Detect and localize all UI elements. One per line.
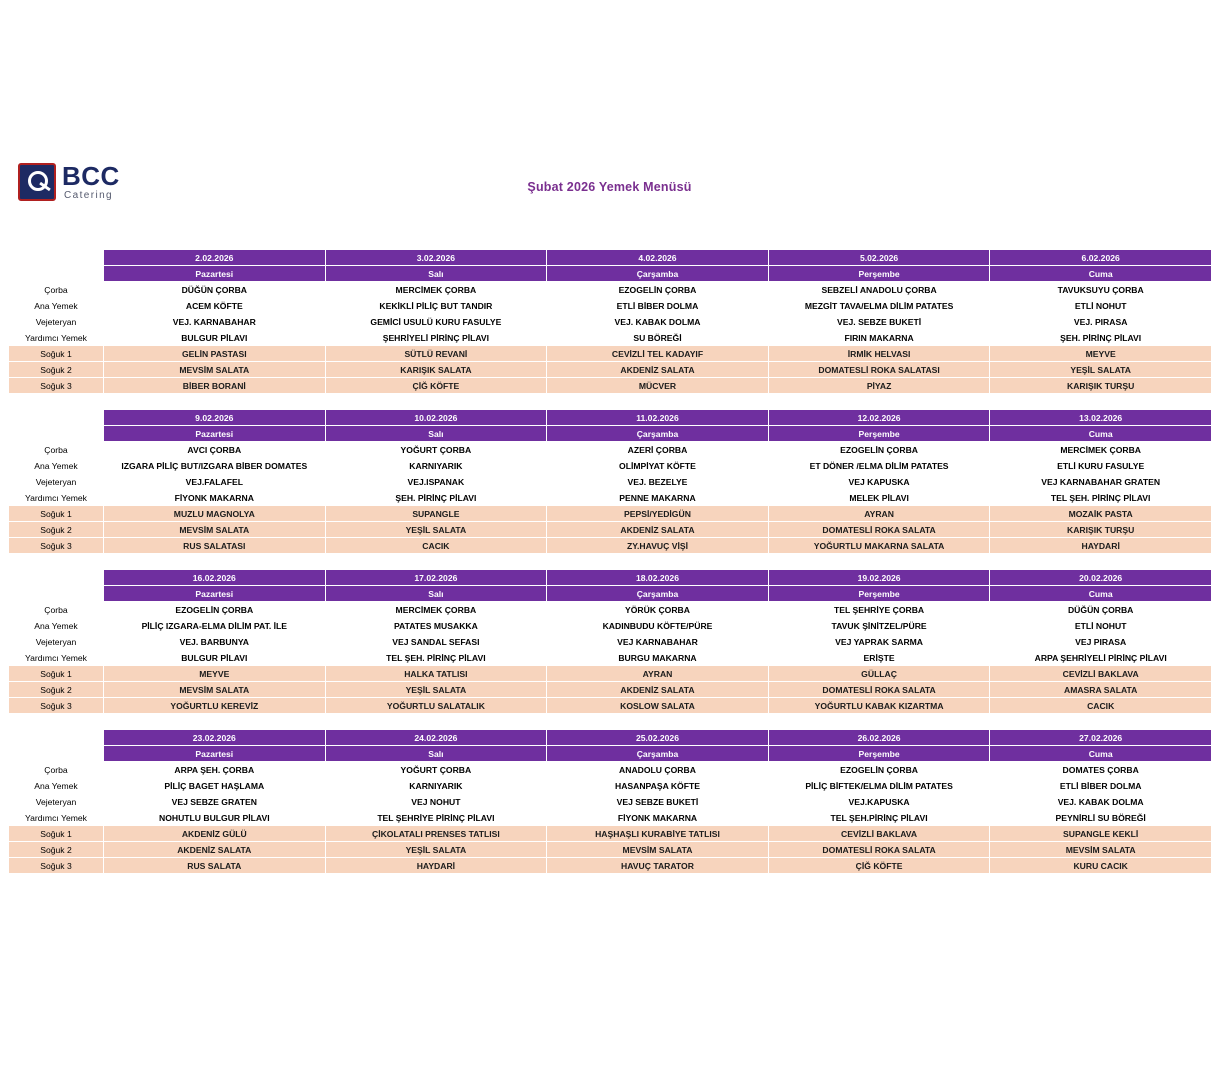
week-dayname-row: [9, 586, 1212, 602]
menu-cell-soguk3-1: YOĞURTLU KEREVİZ: [104, 698, 326, 714]
menu-cell-soguk3-5: KARIŞIK TURŞU: [990, 378, 1212, 394]
row-label-yardimci_yemek: Yardımcı Yemek: [9, 810, 104, 826]
menu-cell-yardimci_yemek-1: BULGUR PİLAVI: [104, 330, 326, 346]
dayname-header-1: Pazartesi: [104, 586, 326, 602]
menu-cell-corba-4: TEL ŞEHRİYE ÇORBA: [768, 602, 990, 618]
menu-cell-soguk2-4: DOMATESLİ ROKA SALATA: [768, 682, 990, 698]
menu-cell-soguk2-1: AKDENİZ SALATA: [104, 842, 326, 858]
dayname-row-corner: [9, 426, 104, 442]
row-label-soguk1: Soğuk 1: [9, 506, 104, 522]
menu-cell-yardimci_yemek-2: ŞEHRİYELİ PİRİNÇ PİLAVI: [325, 330, 547, 346]
menu-cell-soguk1-3: PEPSİ/YEDİGÜN: [547, 506, 769, 522]
menu-row-corba: [9, 762, 1212, 778]
dayname-header-4: Perşembe: [768, 266, 990, 282]
menu-cell-yardimci_yemek-2: ŞEH. PİRİNÇ PİLAVI: [325, 490, 547, 506]
dayname-header-5: Cuma: [990, 586, 1212, 602]
date-header-2: 24.02.2026: [325, 730, 547, 746]
menu-cell-ana_yemek-2: KEKİKLİ PİLİÇ BUT TANDIR: [325, 298, 547, 314]
menu-cell-corba-5: TAVUKSUYU ÇORBA: [990, 282, 1212, 298]
date-header-4: 26.02.2026: [768, 730, 990, 746]
menu-cell-corba-1: AVCI ÇORBA: [104, 442, 326, 458]
date-header-5: 27.02.2026: [990, 730, 1212, 746]
menu-cell-vejeteryan-1: VEJ. KARNABAHAR: [104, 314, 326, 330]
menu-row-corba: [9, 442, 1212, 458]
menu-cell-soguk2-5: AMASRA SALATA: [990, 682, 1212, 698]
menu-cell-soguk3-3: MÜCVER: [547, 378, 769, 394]
week-block-spacer: [9, 234, 104, 250]
menu-cell-soguk2-3: AKDENİZ SALATA: [547, 682, 769, 698]
week-block-spacer-cell: [325, 714, 547, 730]
week-dayname-row: [9, 426, 1212, 442]
menu-row-corba: [9, 282, 1212, 298]
menu-cell-soguk1-3: AYRAN: [547, 666, 769, 682]
menu-cell-yardimci_yemek-3: BURGU MAKARNA: [547, 650, 769, 666]
dayname-header-2: Salı: [325, 746, 547, 762]
date-header-4: 5.02.2026: [768, 250, 990, 266]
menu-cell-ana_yemek-4: PİLİÇ BİFTEK/ELMA DİLİM PATATES: [768, 778, 990, 794]
row-label-soguk1: Soğuk 1: [9, 346, 104, 362]
menu-cell-soguk1-2: SÜTLÜ REVANİ: [325, 346, 547, 362]
menu-cell-yardimci_yemek-5: ARPA ŞEHRİYELİ PİRİNÇ PİLAVI: [990, 650, 1212, 666]
menu-cell-soguk1-4: AYRAN: [768, 506, 990, 522]
date-header-5: 6.02.2026: [990, 250, 1212, 266]
menu-cell-corba-1: EZOGELİN ÇORBA: [104, 602, 326, 618]
menu-row-yardimci_yemek: [9, 490, 1212, 506]
menu-cell-ana_yemek-5: ETLİ KURU FASULYE: [990, 458, 1212, 474]
menu-cell-yardimci_yemek-3: PENNE MAKARNA: [547, 490, 769, 506]
menu-row-ana_yemek: [9, 618, 1212, 634]
menu-cell-vejeteryan-4: VEJ. SEBZE BUKETİ: [768, 314, 990, 330]
menu-cell-yardimci_yemek-1: NOHUTLU BULGUR PİLAVI: [104, 810, 326, 826]
menu-cell-corba-2: MERCİMEK ÇORBA: [325, 602, 547, 618]
row-label-soguk3: Soğuk 3: [9, 698, 104, 714]
menu-cell-ana_yemek-2: PATATES MUSAKKA: [325, 618, 547, 634]
row-label-vejeteryan: Vejeteryan: [9, 474, 104, 490]
menu-cell-soguk3-3: ZY.HAVUÇ VİŞİ: [547, 538, 769, 554]
menu-cell-vejeteryan-5: VEJ KARNABAHAR GRATEN: [990, 474, 1212, 490]
menu-cell-soguk1-1: MEYVE: [104, 666, 326, 682]
week-block-spacer-cell: [104, 554, 326, 570]
menu-cell-corba-3: ANADOLU ÇORBA: [547, 762, 769, 778]
menu-cell-soguk3-2: HAYDARİ: [325, 858, 547, 874]
week-block-spacer-cell: [547, 554, 769, 570]
menu-row-soguk3: [9, 858, 1212, 874]
row-label-vejeteryan: Vejeteryan: [9, 314, 104, 330]
date-header-3: 25.02.2026: [547, 730, 769, 746]
row-label-yardimci_yemek: Yardımcı Yemek: [9, 330, 104, 346]
menu-cell-corba-1: DÜĞÜN ÇORBA: [104, 282, 326, 298]
week-block-spacer-cell: [104, 394, 326, 410]
date-header-1: 9.02.2026: [104, 410, 326, 426]
menu-row-corba: [9, 602, 1212, 618]
menu-cell-vejeteryan-1: VEJ SEBZE GRATEN: [104, 794, 326, 810]
brand-tagline: Catering: [64, 190, 113, 201]
week-block-spacer-cell: [990, 394, 1212, 410]
menu-cell-ana_yemek-1: IZGARA PİLİÇ BUT/IZGARA BİBER DOMATES: [104, 458, 326, 474]
menu-row-vejeteryan: [9, 314, 1212, 330]
menu-row-soguk1: [9, 506, 1212, 522]
dayname-header-4: Perşembe: [768, 746, 990, 762]
menu-cell-soguk3-2: ÇİĞ KÖFTE: [325, 378, 547, 394]
menu-cell-soguk2-1: MEVSİM SALATA: [104, 362, 326, 378]
date-header-1: 23.02.2026: [104, 730, 326, 746]
date-row-corner: [9, 250, 104, 266]
menu-cell-soguk2-3: MEVSİM SALATA: [547, 842, 769, 858]
row-label-corba: Çorba: [9, 762, 104, 778]
menu-cell-vejeteryan-4: VEJ YAPRAK SARMA: [768, 634, 990, 650]
menu-cell-ana_yemek-5: ETLİ NOHUT: [990, 618, 1212, 634]
menu-cell-vejeteryan-3: VEJ KARNABAHAR: [547, 634, 769, 650]
menu-cell-soguk1-5: SUPANGLE KEKLİ: [990, 826, 1212, 842]
week-block-spacer-cell: [325, 394, 547, 410]
menu-cell-soguk2-2: YEŞİL SALATA: [325, 842, 547, 858]
menu-cell-ana_yemek-1: PİLİÇ BAGET HAŞLAMA: [104, 778, 326, 794]
week-block-spacer-cell: [990, 234, 1212, 250]
menu-row-soguk1: [9, 826, 1212, 842]
row-label-soguk2: Soğuk 2: [9, 522, 104, 538]
row-label-ana_yemek: Ana Yemek: [9, 458, 104, 474]
menu-row-vejeteryan: [9, 474, 1212, 490]
menu-cell-soguk1-2: ÇİKOLATALI PRENSES TATLISI: [325, 826, 547, 842]
menu-cell-vejeteryan-2: GEMİCİ USULÜ KURU FASULYE: [325, 314, 547, 330]
week-dayname-row: [9, 266, 1212, 282]
dayname-header-1: Pazartesi: [104, 266, 326, 282]
dayname-header-4: Perşembe: [768, 586, 990, 602]
menu-cell-soguk3-4: ÇİĞ KÖFTE: [768, 858, 990, 874]
menu-cell-vejeteryan-2: VEJ NOHUT: [325, 794, 547, 810]
menu-cell-corba-3: EZOGELİN ÇORBA: [547, 282, 769, 298]
menu-cell-yardimci_yemek-3: SU BÖREĞİ: [547, 330, 769, 346]
menu-cell-soguk3-2: CACIK: [325, 538, 547, 554]
menu-cell-soguk1-1: MUZLU MAGNOLYA: [104, 506, 326, 522]
menu-row-soguk1: [9, 666, 1212, 682]
menu-cell-soguk3-4: PİYAZ: [768, 378, 990, 394]
menu-cell-soguk1-4: GÜLLAÇ: [768, 666, 990, 682]
dayname-header-4: Perşembe: [768, 426, 990, 442]
date-header-4: 12.02.2026: [768, 410, 990, 426]
row-label-soguk2: Soğuk 2: [9, 842, 104, 858]
row-label-corba: Çorba: [9, 442, 104, 458]
date-header-3: 4.02.2026: [547, 250, 769, 266]
menu-cell-vejeteryan-5: VEJ PIRASA: [990, 634, 1212, 650]
menu-row-yardimci_yemek: [9, 810, 1212, 826]
week-block-spacer-cell: [990, 714, 1212, 730]
menu-cell-yardimci_yemek-2: TEL ŞEHRİYE PİRİNÇ PİLAVI: [325, 810, 547, 826]
menu-cell-corba-5: DOMATES ÇORBA: [990, 762, 1212, 778]
menu-cell-ana_yemek-5: ETLİ BİBER DOLMA: [990, 778, 1212, 794]
menu-row-soguk3: [9, 538, 1212, 554]
dayname-header-5: Cuma: [990, 426, 1212, 442]
menu-cell-vejeteryan-5: VEJ. KABAK DOLMA: [990, 794, 1212, 810]
menu-cell-ana_yemek-4: TAVUK ŞİNİTZEL/PÜRE: [768, 618, 990, 634]
menu-row-ana_yemek: [9, 778, 1212, 794]
menu-row-soguk2: [9, 682, 1212, 698]
dayname-header-2: Salı: [325, 586, 547, 602]
dayname-header-1: Pazartesi: [104, 426, 326, 442]
row-label-corba: Çorba: [9, 602, 104, 618]
menu-row-ana_yemek: [9, 298, 1212, 314]
dayname-row-corner: [9, 266, 104, 282]
menu-cell-soguk1-5: MOZAİK PASTA: [990, 506, 1212, 522]
menu-cell-yardimci_yemek-3: FİYONK MAKARNA: [547, 810, 769, 826]
week-date-row: [9, 250, 1212, 266]
week-date-row: [9, 730, 1212, 746]
menu-cell-soguk2-3: AKDENİZ SALATA: [547, 362, 769, 378]
brand-name: BCC: [62, 161, 120, 191]
dayname-header-5: Cuma: [990, 746, 1212, 762]
menu-cell-corba-3: AZERİ ÇORBA: [547, 442, 769, 458]
menu-row-vejeteryan: [9, 794, 1212, 810]
menu-cell-yardimci_yemek-4: FIRIN MAKARNA: [768, 330, 990, 346]
menu-cell-soguk2-5: KARIŞIK TURŞU: [990, 522, 1212, 538]
row-label-soguk1: Soğuk 1: [9, 826, 104, 842]
menu-cell-yardimci_yemek-1: BULGUR PİLAVI: [104, 650, 326, 666]
menu-cell-soguk2-4: DOMATESLİ ROKA SALATASI: [768, 362, 990, 378]
menu-cell-soguk3-1: BİBER BORANİ: [104, 378, 326, 394]
menu-cell-vejeteryan-5: VEJ. PIRASA: [990, 314, 1212, 330]
week-block-spacer-cell: [547, 394, 769, 410]
week-block-spacer-cell: [768, 394, 990, 410]
menu-cell-vejeteryan-3: VEJ SEBZE BUKETİ: [547, 794, 769, 810]
menu-cell-ana_yemek-4: MEZGİT TAVA/ELMA DİLİM PATATES: [768, 298, 990, 314]
row-label-yardimci_yemek: Yardımcı Yemek: [9, 650, 104, 666]
menu-cell-ana_yemek-3: HASANPAŞA KÖFTE: [547, 778, 769, 794]
week-block-spacer-cell: [325, 234, 547, 250]
date-header-2: 3.02.2026: [325, 250, 547, 266]
dayname-header-3: Çarşamba: [547, 426, 769, 442]
dayname-header-3: Çarşamba: [547, 746, 769, 762]
menu-cell-soguk3-4: YOĞURTLU MAKARNA SALATA: [768, 538, 990, 554]
menu-cell-vejeteryan-3: VEJ. KABAK DOLMA: [547, 314, 769, 330]
menu-cell-yardimci_yemek-1: FİYONK MAKARNA: [104, 490, 326, 506]
menu-cell-soguk3-5: KURU CACIK: [990, 858, 1212, 874]
row-label-ana_yemek: Ana Yemek: [9, 618, 104, 634]
menu-cell-soguk2-5: MEVSİM SALATA: [990, 842, 1212, 858]
row-label-vejeteryan: Vejeteryan: [9, 634, 104, 650]
row-label-corba: Çorba: [9, 282, 104, 298]
date-row-corner: [9, 730, 104, 746]
menu-cell-soguk1-1: GELİN PASTASI: [104, 346, 326, 362]
page-title: Şubat 2026 Yemek Menüsü: [527, 180, 692, 194]
menu-cell-soguk3-1: RUS SALATA: [104, 858, 326, 874]
menu-cell-soguk3-4: YOĞURTLU KABAK KIZARTMA: [768, 698, 990, 714]
menu-cell-ana_yemek-4: ET DÖNER /ELMA DİLİM PATATES: [768, 458, 990, 474]
menu-cell-soguk2-5: YEŞİL SALATA: [990, 362, 1212, 378]
menu-cell-corba-3: YÖRÜK ÇORBA: [547, 602, 769, 618]
menu-row-soguk3: [9, 378, 1212, 394]
menu-cell-vejeteryan-3: VEJ. BEZELYE: [547, 474, 769, 490]
menu-cell-corba-2: YOĞURT ÇORBA: [325, 442, 547, 458]
menu-cell-soguk1-2: SUPANGLE: [325, 506, 547, 522]
dayname-header-1: Pazartesi: [104, 746, 326, 762]
menu-cell-soguk1-2: HALKA TATLISI: [325, 666, 547, 682]
row-label-ana_yemek: Ana Yemek: [9, 778, 104, 794]
week-block-spacer-cell: [768, 554, 990, 570]
dayname-row-corner: [9, 586, 104, 602]
row-label-yardimci_yemek: Yardımcı Yemek: [9, 490, 104, 506]
menu-row-soguk2: [9, 522, 1212, 538]
row-label-soguk1: Soğuk 1: [9, 666, 104, 682]
menu-row-ana_yemek: [9, 458, 1212, 474]
menu-cell-soguk2-2: YEŞİL SALATA: [325, 682, 547, 698]
date-header-2: 10.02.2026: [325, 410, 547, 426]
menu-row-soguk2: [9, 362, 1212, 378]
menu-cell-ana_yemek-3: OLİMPİYAT KÖFTE: [547, 458, 769, 474]
menu-cell-ana_yemek-3: KADINBUDU KÖFTE/PÜRE: [547, 618, 769, 634]
row-label-soguk3: Soğuk 3: [9, 538, 104, 554]
week-block-spacer: [9, 394, 104, 410]
menu-cell-corba-4: EZOGELİN ÇORBA: [768, 762, 990, 778]
week-dayname-row: [9, 746, 1212, 762]
dayname-header-3: Çarşamba: [547, 266, 769, 282]
menu-cell-corba-1: ARPA ŞEH. ÇORBA: [104, 762, 326, 778]
menu-cell-yardimci_yemek-4: TEL ŞEH.PİRİNÇ PİLAVI: [768, 810, 990, 826]
menu-cell-vejeteryan-1: VEJ.FALAFEL: [104, 474, 326, 490]
menu-cell-yardimci_yemek-2: TEL ŞEH. PİRİNÇ PİLAVI: [325, 650, 547, 666]
date-row-corner: [9, 570, 104, 586]
menu-cell-yardimci_yemek-5: TEL ŞEH. PİRİNÇ PİLAVI: [990, 490, 1212, 506]
menu-cell-soguk2-2: KARIŞIK SALATA: [325, 362, 547, 378]
menu-cell-vejeteryan-2: VEJ.ISPANAK: [325, 474, 547, 490]
week-block-spacer-cell: [768, 234, 990, 250]
row-label-soguk3: Soğuk 3: [9, 378, 104, 394]
date-row-corner: [9, 410, 104, 426]
menu-cell-vejeteryan-1: VEJ. BARBUNYA: [104, 634, 326, 650]
menu-cell-soguk1-3: HAŞHAŞLI KURABİYE TATLISI: [547, 826, 769, 842]
menu-cell-soguk3-5: HAYDARİ: [990, 538, 1212, 554]
menu-cell-soguk2-1: MEVSİM SALATA: [104, 522, 326, 538]
week-block-spacer-cell: [547, 714, 769, 730]
date-header-2: 17.02.2026: [325, 570, 547, 586]
row-label-soguk2: Soğuk 2: [9, 682, 104, 698]
date-header-3: 11.02.2026: [547, 410, 769, 426]
menu-cell-ana_yemek-3: ETLİ BİBER DOLMA: [547, 298, 769, 314]
week-block-spacer-cell: [325, 554, 547, 570]
dayname-header-2: Salı: [325, 426, 547, 442]
dayname-row-corner: [9, 746, 104, 762]
menu-cell-soguk1-4: CEVİZLİ BAKLAVA: [768, 826, 990, 842]
menu-cell-soguk1-3: CEVİZLİ TEL KADAYIF: [547, 346, 769, 362]
menu-cell-soguk2-4: DOMATESLİ ROKA SALATA: [768, 842, 990, 858]
date-header-1: 16.02.2026: [104, 570, 326, 586]
date-header-1: 2.02.2026: [104, 250, 326, 266]
menu-cell-soguk3-3: KOSLOW SALATA: [547, 698, 769, 714]
menu-row-vejeteryan: [9, 634, 1212, 650]
week-block-spacer: [9, 554, 104, 570]
menu-row-soguk2: [9, 842, 1212, 858]
week-block-spacer-cell: [768, 714, 990, 730]
menu-row-soguk1: [9, 346, 1212, 362]
menu-cell-soguk1-5: MEYVE: [990, 346, 1212, 362]
menu-cell-ana_yemek-5: ETLİ NOHUT: [990, 298, 1212, 314]
menu-cell-corba-5: DÜĞÜN ÇORBA: [990, 602, 1212, 618]
week-block-spacer-cell: [104, 234, 326, 250]
row-label-vejeteryan: Vejeteryan: [9, 794, 104, 810]
menu-cell-ana_yemek-2: KARNIYARIK: [325, 458, 547, 474]
dayname-header-3: Çarşamba: [547, 586, 769, 602]
menu-cell-yardimci_yemek-5: PEYNİRLİ SU BÖREĞİ: [990, 810, 1212, 826]
week-block-spacer-cell: [104, 714, 326, 730]
menu-cell-vejeteryan-4: VEJ.KAPUSKA: [768, 794, 990, 810]
dayname-header-5: Cuma: [990, 266, 1212, 282]
menu-cell-soguk2-4: DOMATESLİ ROKA SALATA: [768, 522, 990, 538]
date-header-3: 18.02.2026: [547, 570, 769, 586]
week-block-spacer-cell: [990, 554, 1212, 570]
menu-cell-vejeteryan-2: VEJ SANDAL SEFASI: [325, 634, 547, 650]
week-date-row: [9, 410, 1212, 426]
menu-cell-ana_yemek-1: PİLİÇ IZGARA-ELMA DİLİM PAT. İLE: [104, 618, 326, 634]
menu-cell-soguk3-5: CACIK: [990, 698, 1212, 714]
menu-cell-corba-5: MERCİMEK ÇORBA: [990, 442, 1212, 458]
menu-row-soguk3: [9, 698, 1212, 714]
menu-cell-yardimci_yemek-5: ŞEH. PİRİNÇ PİLAVI: [990, 330, 1212, 346]
menu-cell-soguk3-2: YOĞURTLU SALATALIK: [325, 698, 547, 714]
menu-row-yardimci_yemek: [9, 650, 1212, 666]
date-header-4: 19.02.2026: [768, 570, 990, 586]
menu-cell-corba-2: YOĞURT ÇORBA: [325, 762, 547, 778]
menu-cell-soguk1-4: İRMİK HELVASI: [768, 346, 990, 362]
date-header-5: 13.02.2026: [990, 410, 1212, 426]
dayname-header-2: Salı: [325, 266, 547, 282]
menu-cell-yardimci_yemek-4: ERİŞTE: [768, 650, 990, 666]
menu-cell-ana_yemek-2: KARNIYARIK: [325, 778, 547, 794]
menu-cell-soguk2-3: AKDENİZ SALATA: [547, 522, 769, 538]
menu-cell-soguk1-5: CEVİZLİ BAKLAVA: [990, 666, 1212, 682]
document-header: [0, 0, 1219, 230]
menu-cell-soguk3-3: HAVUÇ TARATOR: [547, 858, 769, 874]
row-label-soguk2: Soğuk 2: [9, 362, 104, 378]
row-label-ana_yemek: Ana Yemek: [9, 298, 104, 314]
menu-cell-soguk2-2: YEŞİL SALATA: [325, 522, 547, 538]
menu-cell-soguk3-1: RUS SALATASI: [104, 538, 326, 554]
monthly-menu-table: [8, 233, 1212, 874]
menu-cell-corba-4: SEBZELİ ANADOLU ÇORBA: [768, 282, 990, 298]
week-block-spacer-cell: [547, 234, 769, 250]
week-block-spacer: [9, 714, 104, 730]
date-header-5: 20.02.2026: [990, 570, 1212, 586]
menu-cell-corba-2: MERCİMEK ÇORBA: [325, 282, 547, 298]
menu-cell-soguk1-1: AKDENİZ GÜLÜ: [104, 826, 326, 842]
menu-cell-soguk2-1: MEVSİM SALATA: [104, 682, 326, 698]
row-label-soguk3: Soğuk 3: [9, 858, 104, 874]
menu-cell-corba-4: EZOGELİN ÇORBA: [768, 442, 990, 458]
menu-cell-yardimci_yemek-4: MELEK PİLAVI: [768, 490, 990, 506]
menu-cell-vejeteryan-4: VEJ KAPUSKA: [768, 474, 990, 490]
menu-row-yardimci_yemek: [9, 330, 1212, 346]
menu-cell-ana_yemek-1: ACEM KÖFTE: [104, 298, 326, 314]
week-date-row: [9, 570, 1212, 586]
